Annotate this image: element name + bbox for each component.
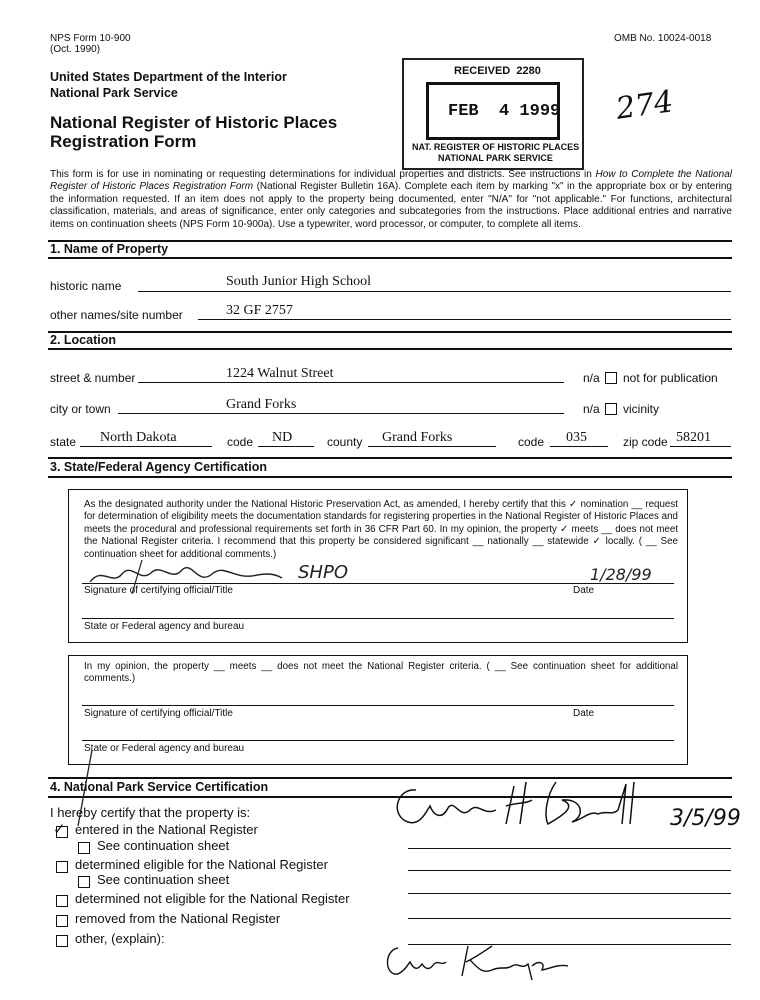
city-value[interactable]: Grand Forks <box>226 397 297 412</box>
stamp-line2: NATIONAL PARK SERVICE <box>438 153 553 163</box>
agency-label-2: State or Federal agency and bureau <box>84 743 245 754</box>
not-eligible-checkbox[interactable] <box>56 895 68 907</box>
county-code-label: code <box>518 435 545 449</box>
keeper-title-handwritten <box>382 940 582 990</box>
date-label-2: Date <box>573 708 595 719</box>
agency-label: State or Federal agency and bureau <box>84 621 245 632</box>
intro-instructions: This form is for use in nominating or requesting determinations for individual properties and districts. See instructions in How to Complete the National Register of Historic Places Registration Form (National Register Bulletin 16A). Complete each item by marking "x" in the appropriate box or by entering the information requested. If an item does not apply to the property being documented, enter "N/A" for "not applicable." For functions, architectural classification, materials, and areas of significance, enter only categories and subcategories from the instructions. Place additional entries and narrative items on continuation sheets (NPS Form 10-900a). Use a typewriter, word processor, or computer, to complete all items. <box>50 169 732 230</box>
county-code-value[interactable]: 035 <box>566 430 587 445</box>
form-title-line2: Registration Form <box>50 132 197 151</box>
keeper-signature-date: 3/5/99 <box>670 806 741 831</box>
continuation-checkbox-1[interactable] <box>78 842 90 854</box>
received-stamp <box>402 58 584 170</box>
signature-label-2: Signature of certifying official/Title <box>84 708 233 719</box>
stamp-code: 2280 <box>516 65 541 77</box>
omb-number: OMB No. 10024-0018 <box>614 33 712 44</box>
state-code-label: code <box>227 435 254 449</box>
section-4-heading: 4. National Park Service Certification <box>50 780 269 794</box>
section-2-heading: 2. Location <box>50 333 116 347</box>
street-na-label: n/a <box>583 371 600 385</box>
state-code-value[interactable]: ND <box>272 430 293 445</box>
form-number: NPS Form 10-900 <box>50 33 131 44</box>
other-names-value[interactable]: 32 GF 2757 <box>226 303 293 318</box>
historic-name-value[interactable]: South Junior High School <box>226 274 372 289</box>
not-for-publication-label: not for publication <box>623 371 718 385</box>
stamp-received-label: RECEIVED <box>454 65 511 77</box>
other-checkbox[interactable] <box>56 935 68 947</box>
other-label: other, (explain): <box>75 931 165 946</box>
state-label: state <box>50 435 77 449</box>
removed-checkbox[interactable] <box>56 915 68 927</box>
date-label: Date <box>573 585 595 596</box>
historic-name-label: historic name <box>50 279 122 293</box>
state-certification-text: As the designated authority under the National Historic Preservation Act, as amended, I hereby certify that this ✓ nomination __ request for determination of eligibility meets the documentation standards for registering properties in the National Register of Historic Places and meets the procedural and professional requirements set forth in 36 CFR Part 60. In my opinion, the property ✓ meets __ does not meet the National Register criteria. I recommend that this property be considered significant __ nationally __ statewide ✓ locally. ( __ See continuation sheet for additional comments.) <box>84 499 678 560</box>
section-1-heading: 1. Name of Property <box>50 242 169 256</box>
form-title-line1: National Register of Historic Places <box>50 113 338 132</box>
signature-label: Signature of certifying official/Title <box>84 585 233 596</box>
not-eligible-label: determined not eligible for the National Register <box>75 891 350 906</box>
stamp-year: 1999 <box>519 102 561 121</box>
continuation-label-1: See continuation sheet <box>97 838 230 853</box>
city-label: city or town <box>50 402 111 416</box>
zip-value[interactable]: 58201 <box>676 430 711 445</box>
stamp-day: 4 <box>499 102 510 121</box>
service-name: National Park Service <box>50 86 178 100</box>
eligible-label: determined eligible for the National Register <box>75 857 328 872</box>
removed-label: removed from the National Register <box>75 911 281 926</box>
handwritten-reference-number: 274 <box>613 84 676 127</box>
stamp-line1: NAT. REGISTER OF HISTORIC PLACES <box>412 142 580 152</box>
keeper-signature <box>386 776 686 836</box>
section-3-heading: 3. State/Federal Agency Certification <box>50 460 267 474</box>
vicinity-label: vicinity <box>623 402 660 416</box>
form-date: (Oct. 1990) <box>50 44 101 55</box>
street-value[interactable]: 1224 Walnut Street <box>226 366 334 381</box>
other-names-label: other names/site number <box>50 308 183 322</box>
city-na-label: n/a <box>583 402 600 416</box>
stamp-month: FEB <box>448 102 479 121</box>
department-name: United States Department of the Interior <box>50 70 287 84</box>
certify-statement: I hereby certify that the property is: <box>50 805 251 820</box>
entered-check-mark: ✓ <box>53 821 66 838</box>
county-value[interactable]: Grand Forks <box>382 430 453 445</box>
county-label: county <box>327 435 363 449</box>
state-value[interactable]: North Dakota <box>100 430 177 445</box>
continuation-label-2: See continuation sheet <box>97 872 230 887</box>
street-label: street & number <box>50 371 136 385</box>
not-for-publication-checkbox[interactable] <box>605 372 617 384</box>
shpo-signature-date: 1/28/99 <box>590 565 652 584</box>
continuation-checkbox-2[interactable] <box>78 876 90 888</box>
heading-pen-stroke <box>60 748 100 828</box>
eligible-checkbox[interactable] <box>56 861 68 873</box>
vicinity-checkbox[interactable] <box>605 403 617 415</box>
zip-label: zip code <box>623 435 668 449</box>
shpo-title-handwritten: SHPO <box>298 562 348 583</box>
entered-label: entered in the National Register <box>75 822 258 837</box>
opinion-text: In my opinion, the property __ meets __ does not meet the National Register criteria. ( __ See continuation sheet for additional comments.) <box>84 661 678 685</box>
